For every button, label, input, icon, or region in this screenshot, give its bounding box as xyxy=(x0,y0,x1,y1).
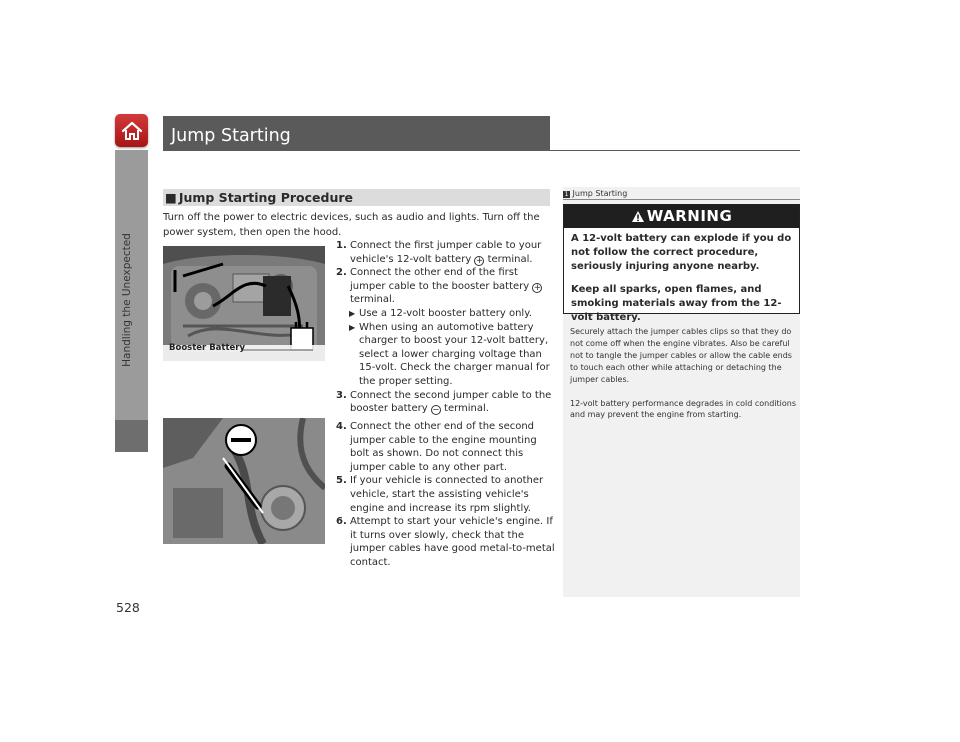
section-header xyxy=(163,189,550,206)
page-number: 528 xyxy=(116,600,140,615)
step-text: Attempt to start your vehicle's engine. If it turns over slowly, check that the jumper cables have good metal-to-metal contact. xyxy=(350,516,555,568)
warning-title: WARNING xyxy=(646,207,733,225)
step-5 xyxy=(336,474,556,515)
reference-label: Jump Starting xyxy=(572,189,628,198)
step-text: Connect the second jumper cable to the booster battery xyxy=(350,389,552,415)
arrow-icon: ▶ xyxy=(349,308,356,318)
arrow-icon: ▶ xyxy=(349,322,356,332)
substep xyxy=(336,321,556,389)
step-number: 1. xyxy=(336,240,347,251)
chapter-label: Handling the Unexpected xyxy=(121,233,133,367)
warning-line: A 12-volt battery can explode if you do not follow the correct procedure, seriously injuring anyone nearby. xyxy=(571,233,792,272)
sidenote-reference xyxy=(563,189,627,198)
step-4 xyxy=(336,420,556,474)
step-text: Connect the first jumper cable to your vehicle's 12-volt battery xyxy=(350,240,542,265)
step-text: Connect the other end of the second jumper cable to the engine mounting bolt as shown. Do not connect this jumper cable to any other part. xyxy=(350,421,537,473)
step-number: 5. xyxy=(336,475,347,487)
step-6 xyxy=(336,515,556,569)
sidenote-divider xyxy=(563,199,800,200)
step-text-end: terminal. xyxy=(350,294,395,306)
step-text: Connect the other end of the first jumper cable to the booster battery xyxy=(350,267,530,292)
sidenote-paragraph: Securely attach the jumper cables clips so that they do not come off when the engine vibrates. Also be careful not to tangle the jumper cables or allow the cable ends to touch each other while attaching or detaching the jumper cables. xyxy=(570,327,792,384)
home-button[interactable] xyxy=(115,114,148,147)
step-number: 6. xyxy=(336,516,347,528)
reference-glyph: 1 xyxy=(564,191,569,198)
section-marker: ■ xyxy=(165,190,177,205)
substep-text: When using an automotive battery charger to boost your 12-volt battery, select a lower charging voltage than 15-volt. Check the charger manual for the proper setting. xyxy=(359,321,550,387)
steps-list-second xyxy=(336,420,556,570)
intro-paragraph: Turn off the power to electric devices, such as audio and lights. Turn off the power system, then open the hood. xyxy=(163,212,540,238)
step-text-end: terminal. xyxy=(444,403,489,415)
substep xyxy=(336,307,556,321)
step-number: 3. xyxy=(336,389,347,401)
section-title: Jump Starting Procedure xyxy=(178,190,354,205)
steps-list-first xyxy=(336,239,556,416)
plus-terminal-icon: + xyxy=(533,282,541,293)
sidenote-paragraph: 12-volt battery performance degrades in cold conditions and may prevent the engine from starting. xyxy=(570,398,797,420)
step-number: 2. xyxy=(336,267,347,279)
warning-line: Keep all sparks, open flames, and smoking materials away from the 12-volt battery. xyxy=(571,284,782,323)
title-divider xyxy=(163,150,800,151)
step-text: If your vehicle is connected to another vehicle, start the assisting vehicle's engine and increase its rpm slightly. xyxy=(350,475,544,514)
step-text-end: terminal. xyxy=(487,253,533,265)
warning-header xyxy=(564,205,799,228)
engine-bay-illustration xyxy=(163,246,325,361)
booster-battery-label: Booster Battery xyxy=(169,343,246,353)
chapter-tab-marker[interactable] xyxy=(115,420,148,452)
substep-text: Use a 12-volt booster battery only. xyxy=(359,307,532,319)
sidenote-body xyxy=(570,326,796,421)
warning-icon xyxy=(631,207,645,230)
minus-terminal-icon: − xyxy=(432,405,440,416)
step-number: 4. xyxy=(336,421,347,432)
step-3 xyxy=(336,389,556,416)
engine-bolt-illustration xyxy=(163,418,325,544)
page-title: Jump Starting xyxy=(163,116,550,150)
step-1 xyxy=(336,239,556,266)
warning-box xyxy=(563,204,800,323)
step-2 xyxy=(336,266,556,307)
home-icon xyxy=(121,121,143,141)
warning-text xyxy=(564,228,799,325)
plus-terminal-icon: + xyxy=(475,255,483,266)
